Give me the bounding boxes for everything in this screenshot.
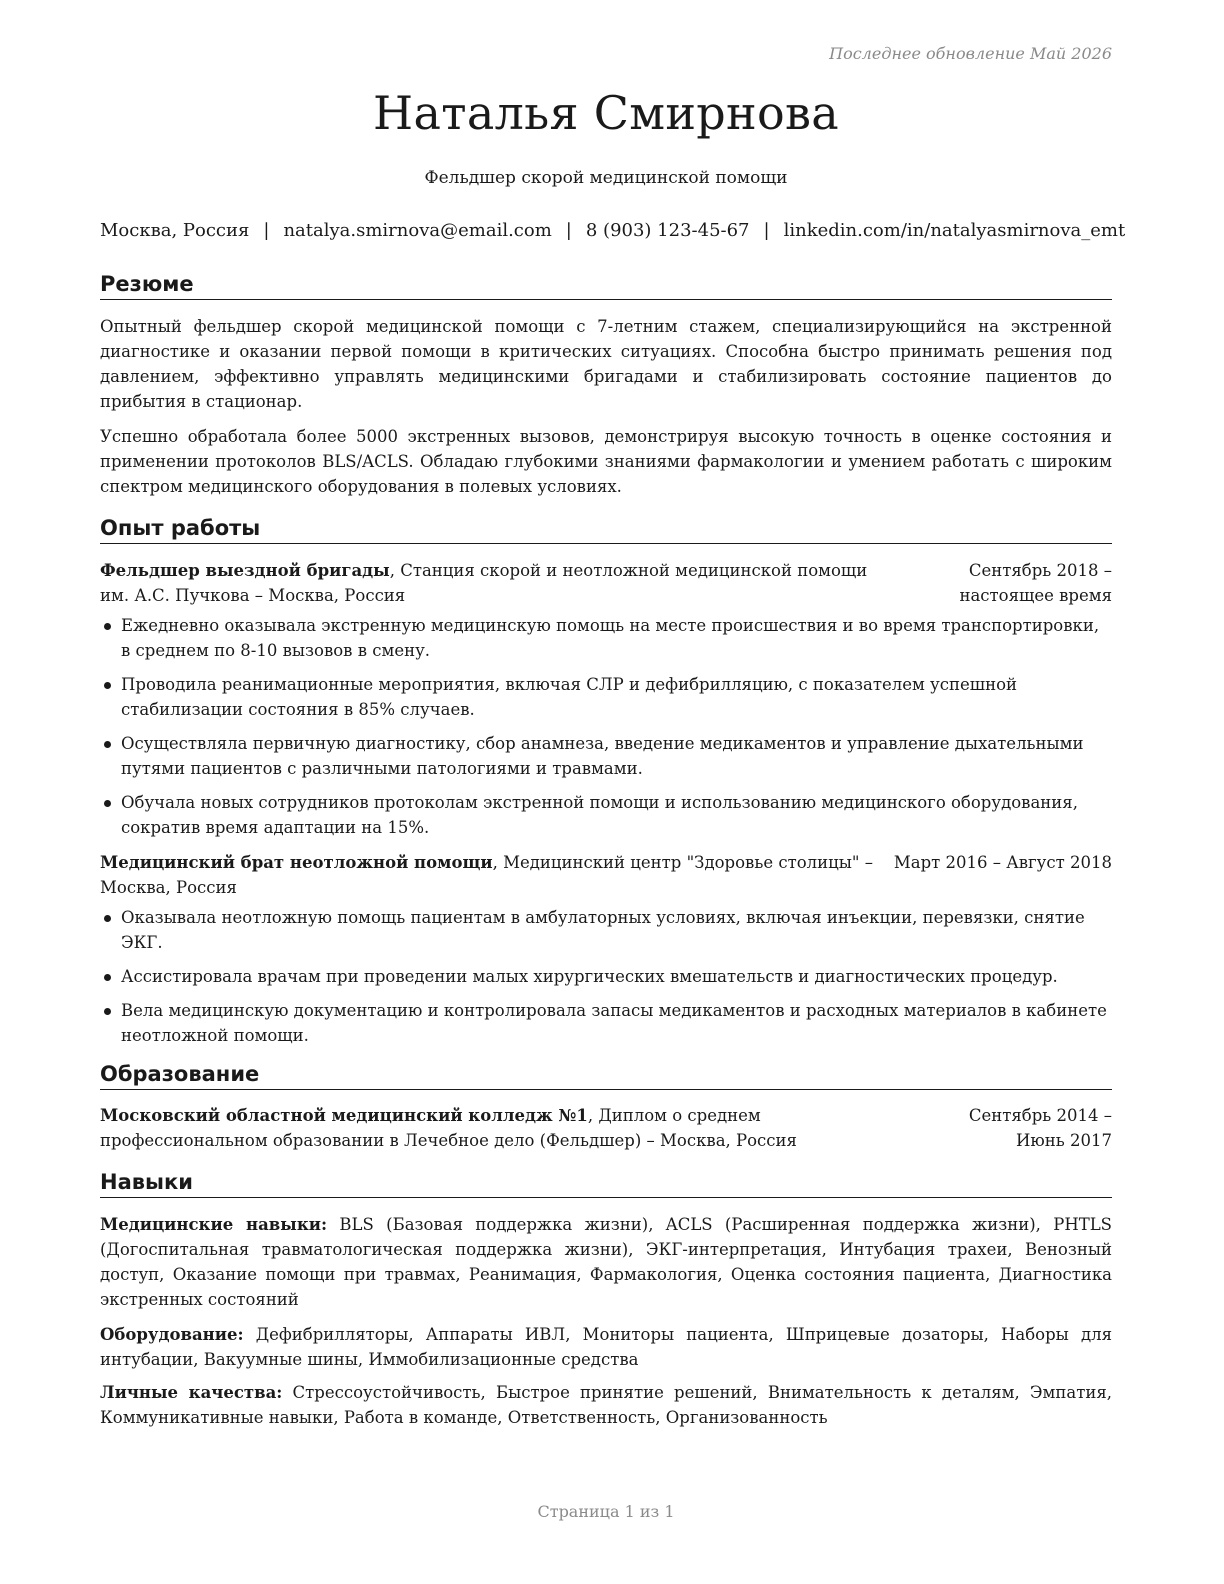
contact-location: Москва, Россия: [100, 220, 250, 241]
job-dates: Март 2016 – Август 2018: [893, 853, 1112, 872]
job-title-line: [100, 558, 870, 608]
section-education-heading: Образование: [100, 1060, 1112, 1090]
skills-medical: [100, 1212, 1112, 1312]
list-item: Ежедневно оказывала экстренную медицинскую помощь на месте происшествия и во время транспортировки, в среднем по 8-10 вызовов в смену.: [100, 613, 1112, 663]
summary-paragraph: Опытный фельдшер скорой медицинской помощи с 7-летним стажем, специализирующийся на экстренной диагностике и оказании первой помощи в критических ситуациях. Способна быстро принимать решения под давлением, эффективно управлять медицинскими бригадами и стабилизировать состояние пациентов до прибытия в стационар.: [100, 317, 1112, 411]
summary-paragraph: Успешно обработала более 5000 экстренных вызовов, демонстрируя высокую точность в оценке состояния и применении протоколов BLS/ACLS. Обладаю глубокими знаниями фармакологии и умением работать с широким спектром медицинского оборудования в полевых условиях.: [100, 427, 1112, 496]
skills-label: Медицинские навыки:: [100, 1215, 328, 1234]
job-position: Медицинский брат неотложной помощи: [100, 853, 493, 872]
job-dates: Сентябрь 2018 – настоящее время: [959, 561, 1112, 605]
list-item: Ассистировала врачам при проведении малых хирургических вмешательств и диагностических процедур.: [100, 964, 1112, 989]
job-title-line: [100, 850, 890, 900]
list-item: Вела медицинскую документацию и контролировала запасы медикаментов и расходных материалов в кабинете неотложной помощи.: [100, 998, 1112, 1048]
contact-line: [100, 220, 1126, 241]
candidate-name: Наталья Смирнова: [373, 86, 839, 140]
job-bullets: [100, 905, 1112, 1057]
contact-phone[interactable]: 8 (903) 123-45-67: [585, 220, 750, 241]
section-experience-heading: Опыт работы: [100, 514, 1112, 544]
candidate-title: Фельдшер скорой медицинской помощи: [424, 168, 788, 188]
list-item: Осуществляла первичную диагностику, сбор анамнеза, введение медикаментов и управление дыхательными путями пациентов с различными патологиями и травмами.: [100, 731, 1112, 781]
resume-page: [100, 0, 1126, 1584]
job-position: Фельдшер выездной бригады: [100, 561, 390, 580]
job-employer: , Медицинский центр "Здоровье столицы" – Москва, Россия: [100, 853, 873, 897]
contact-separator: |: [565, 220, 572, 241]
section-summary-heading: Резюме: [100, 270, 1112, 300]
contact-linkedin[interactable]: linkedin.com/in/natalyasmirnova_emt: [783, 220, 1126, 241]
education-line: [100, 1103, 870, 1153]
job-bullets: [100, 613, 1112, 849]
education-dates: Сентябрь 2014 – Июнь 2017: [968, 1106, 1112, 1150]
job-header: [100, 558, 1112, 608]
education-item: [100, 1103, 1112, 1153]
education-details: , Диплом о среднем профессиональном образовании в Лечебное дело (Фельдшер) – Москва, Россия: [100, 1106, 797, 1150]
education-institution: Московский областной медицинский колледж №1: [100, 1106, 588, 1125]
job-header: [100, 850, 1112, 900]
skills-text: Дефибрилляторы, Аппараты ИВЛ, Мониторы пациента, Шприцевые дозаторы, Наборы для интубации, Вакуумные шины, Иммобилизационные средства: [100, 1325, 1112, 1369]
list-item: Обучала новых сотрудников протоколам экстренной помощи и использованию медицинского оборудования, сократив время адаптации на 15%.: [100, 790, 1112, 840]
job-employer: , Станция скорой и неотложной медицинской помощи им. А.С. Пучкова – Москва, Россия: [100, 561, 868, 605]
skills-personal: [100, 1380, 1112, 1430]
contact-separator: |: [263, 220, 270, 241]
list-item: Проводила реанимационные мероприятия, включая СЛР и дефибрилляцию, с показателем успешной стабилизации состояния в 85% случаев.: [100, 672, 1112, 722]
skills-label: Личные качества:: [100, 1383, 283, 1402]
contact-email[interactable]: natalya.smirnova@email.com: [283, 220, 552, 241]
page-number: Страница 1 из 1: [537, 1502, 675, 1521]
skills-equipment: [100, 1322, 1112, 1372]
skills-label: Оборудование:: [100, 1325, 244, 1344]
contact-separator: |: [763, 220, 770, 241]
skills-text: BLS (Базовая поддержка жизни), ACLS (Расширенная поддержка жизни), PHTLS (Догоспитальная травматологическая поддержка жизни), ЭКГ-интерпретация, Интубация трахеи, Венозный доступ, Оказание помощи при травмах, Реанимация, Фармакология, Оценка состояния пациента, Диагностика экстренных состояний: [100, 1215, 1112, 1309]
skills-text: Стрессоустойчивость, Быстрое принятие решений, Внимательность к деталям, Эмпатия, Коммуникативные навыки, Работа в команде, Ответственность, Организованность: [100, 1383, 1112, 1427]
section-skills-heading: Навыки: [100, 1168, 1112, 1198]
list-item: Оказывала неотложную помощь пациентам в амбулаторных условиях, включая инъекции, перевязки, снятие ЭКГ.: [100, 905, 1112, 955]
last-updated: Последнее обновление Май 2026: [829, 44, 1112, 63]
